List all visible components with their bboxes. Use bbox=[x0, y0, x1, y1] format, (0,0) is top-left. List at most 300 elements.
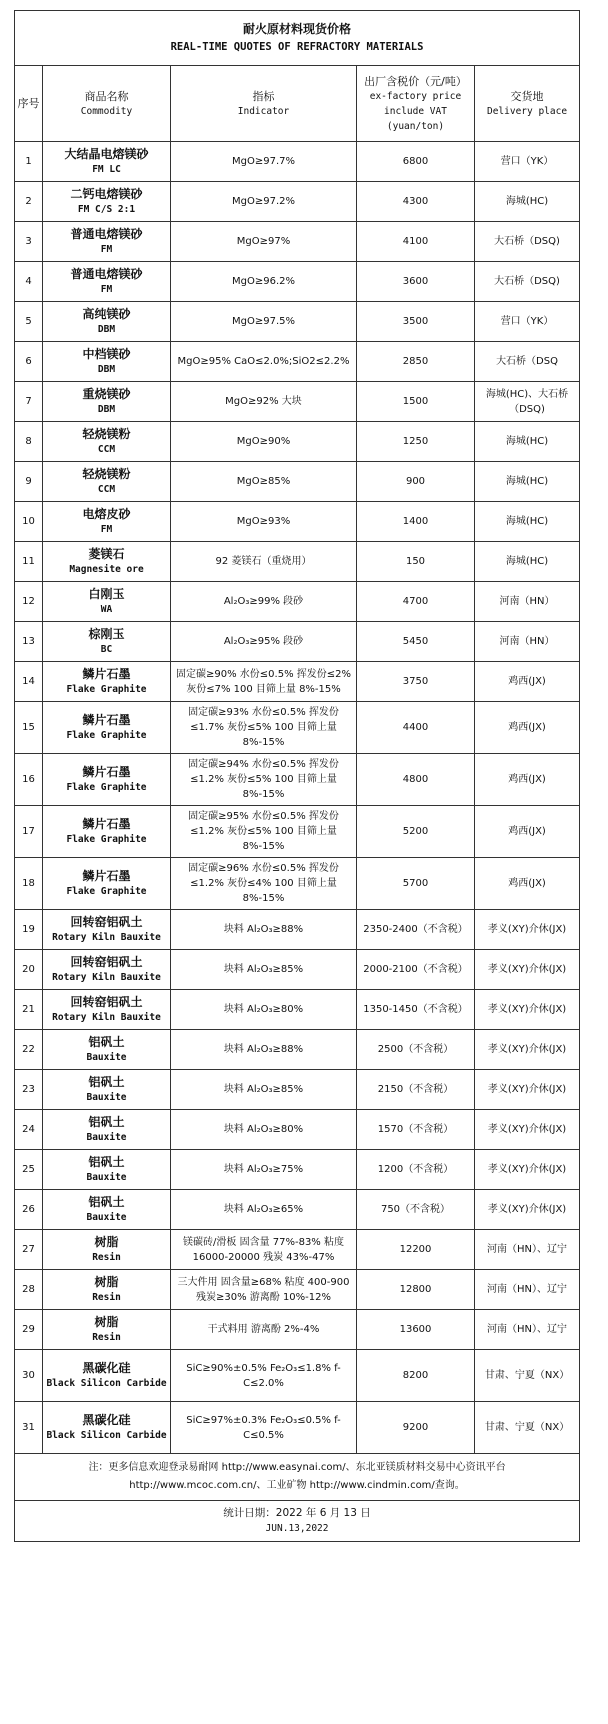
indicator-cell bbox=[171, 702, 357, 754]
indicator-cell bbox=[171, 1110, 357, 1150]
indicator-text: Al₂O₃≥95% 段砂 bbox=[223, 636, 304, 647]
row-number-label: 2 bbox=[25, 196, 32, 207]
price-value: 12200 bbox=[399, 1244, 432, 1255]
commodity-name-en: Resin bbox=[92, 1291, 121, 1303]
commodity-cell bbox=[43, 382, 171, 422]
commodity-cell bbox=[43, 1150, 171, 1190]
indicator-text: 三大件用 固含量≥68% 粘度 400-900 残炭≥30% 游离酚 10%-12% bbox=[177, 1276, 350, 1303]
indicator-text: 块料 Al₂O₃≥85% bbox=[223, 964, 304, 975]
table-row bbox=[15, 1230, 580, 1270]
header-price-zh: 出厂含税价（元/吨） bbox=[364, 74, 467, 88]
delivery-place-text: 孝义(XY)介休(JX) bbox=[487, 924, 567, 935]
commodity-name-en: WA bbox=[100, 603, 113, 615]
price-value: 1570（不含税） bbox=[377, 1124, 454, 1135]
delivery-place-cell bbox=[475, 950, 580, 990]
indicator-text: 块料 Al₂O₃≥80% bbox=[223, 1124, 304, 1135]
indicator-cell bbox=[171, 422, 357, 462]
table-row bbox=[15, 1270, 580, 1310]
indicator-text: 固定碳≥95% 水份≤0.5% 挥发份≤1.2% 灰份≤5% 100 目筛上量 8%-15% bbox=[188, 811, 339, 852]
table-row bbox=[15, 990, 580, 1030]
delivery-place-cell bbox=[475, 582, 580, 622]
commodity-cell bbox=[43, 1110, 171, 1150]
commodity-name-en: Bauxite bbox=[86, 1091, 127, 1103]
commodity-name-zh: 鳞片石墨 bbox=[82, 712, 131, 727]
commodity-cell bbox=[43, 1190, 171, 1230]
indicator-text: MgO≥92% 大块 bbox=[225, 396, 302, 407]
delivery-place-cell bbox=[475, 222, 580, 262]
row-number bbox=[15, 462, 43, 502]
row-number-label: 29 bbox=[22, 1324, 35, 1335]
row-number-label: 1 bbox=[25, 156, 32, 167]
commodity-name-zh: 树脂 bbox=[94, 1314, 119, 1329]
table-row bbox=[15, 1110, 580, 1150]
row-number-label: 5 bbox=[25, 316, 32, 327]
table-row bbox=[15, 1150, 580, 1190]
price-value: 13600 bbox=[399, 1324, 432, 1335]
commodity-cell bbox=[43, 462, 171, 502]
row-number-label: 30 bbox=[22, 1370, 35, 1381]
row-number-label: 18 bbox=[22, 878, 35, 889]
row-number-label: 10 bbox=[22, 516, 35, 527]
delivery-place-cell bbox=[475, 1402, 580, 1454]
indicator-text: MgO≥95% CaO≤2.0%;SiO2≤2.2% bbox=[177, 356, 350, 367]
row-number bbox=[15, 622, 43, 662]
price-cell bbox=[357, 382, 475, 422]
delivery-place-text: 孝义(XY)介休(JX) bbox=[487, 1044, 567, 1055]
table-row bbox=[15, 1310, 580, 1350]
date-en: JUN.13,2022 bbox=[265, 1523, 329, 1534]
indicator-text: 92 菱镁石（重烧用） bbox=[215, 556, 312, 567]
row-number bbox=[15, 990, 43, 1030]
commodity-name-zh: 棕刚玉 bbox=[88, 626, 125, 641]
price-cell bbox=[357, 990, 475, 1030]
commodity-name-en: FM bbox=[100, 523, 113, 535]
delivery-place-text: 孝义(XY)介休(JX) bbox=[487, 1204, 567, 1215]
table-row bbox=[15, 142, 580, 182]
price-cell bbox=[357, 950, 475, 990]
row-number-label: 24 bbox=[22, 1124, 35, 1135]
header-place-en: Delivery place bbox=[486, 105, 568, 117]
price-cell bbox=[357, 1190, 475, 1230]
delivery-place-text: 海城(HC) bbox=[505, 476, 549, 487]
header-price-en3: (yuan/ton) bbox=[386, 120, 445, 132]
price-cell bbox=[357, 1270, 475, 1310]
delivery-place-cell bbox=[475, 422, 580, 462]
delivery-place-cell bbox=[475, 622, 580, 662]
commodity-cell bbox=[43, 622, 171, 662]
commodity-name-zh: 白刚玉 bbox=[88, 586, 125, 601]
price-cell bbox=[357, 662, 475, 702]
price-value: 4400 bbox=[402, 722, 429, 733]
commodity-name-zh: 铝矾土 bbox=[88, 1074, 125, 1089]
price-value: 2000-2100（不含税） bbox=[363, 964, 468, 975]
price-value: 4800 bbox=[402, 774, 429, 785]
indicator-cell bbox=[171, 1310, 357, 1350]
price-cell bbox=[357, 1150, 475, 1190]
indicator-text: 固定碳≥93% 水份≤0.5% 挥发份≤1.7% 灰份≤5% 100 目筛上量 8%-15% bbox=[188, 707, 339, 748]
commodity-name-zh: 菱镁石 bbox=[88, 546, 125, 561]
header-commodity-zh: 商品名称 bbox=[84, 89, 129, 103]
delivery-place-text: 河南（HN）、辽宁 bbox=[487, 1324, 568, 1335]
table-row bbox=[15, 702, 580, 754]
price-cell bbox=[357, 754, 475, 806]
row-number bbox=[15, 1310, 43, 1350]
indicator-cell bbox=[171, 542, 357, 582]
date-cell bbox=[15, 1501, 580, 1542]
delivery-place-cell bbox=[475, 382, 580, 422]
price-cell bbox=[357, 302, 475, 342]
row-number-label: 23 bbox=[22, 1084, 35, 1095]
delivery-place-cell bbox=[475, 342, 580, 382]
table-row bbox=[15, 382, 580, 422]
table-row bbox=[15, 622, 580, 662]
price-value: 2150（不含税） bbox=[377, 1084, 454, 1095]
price-cell bbox=[357, 462, 475, 502]
price-value: 1250 bbox=[402, 436, 429, 447]
commodity-name-zh: 树脂 bbox=[94, 1274, 119, 1289]
table-row bbox=[15, 1030, 580, 1070]
note-row bbox=[15, 1454, 580, 1501]
table-row bbox=[15, 462, 580, 502]
commodity-cell bbox=[43, 1350, 171, 1402]
price-value: 1350-1450（不含税） bbox=[363, 1004, 468, 1015]
delivery-place-text: 大石桥（DSQ) bbox=[494, 276, 560, 287]
price-value: 2850 bbox=[402, 356, 429, 367]
indicator-text: 块料 Al₂O₃≥85% bbox=[223, 1084, 304, 1095]
row-number bbox=[15, 582, 43, 622]
delivery-place-cell bbox=[475, 1230, 580, 1270]
commodity-cell bbox=[43, 502, 171, 542]
commodity-cell bbox=[43, 1230, 171, 1270]
indicator-text: 块料 Al₂O₃≥80% bbox=[223, 1004, 304, 1015]
delivery-place-text: 甘肃、宁夏（NX） bbox=[484, 1422, 570, 1433]
delivery-place-cell bbox=[475, 910, 580, 950]
row-number bbox=[15, 1150, 43, 1190]
row-number-label: 12 bbox=[22, 596, 35, 607]
note-cell bbox=[15, 1454, 580, 1501]
row-number-label: 7 bbox=[25, 396, 32, 407]
commodity-name-zh: 回转窑铝矾土 bbox=[70, 994, 143, 1009]
row-number bbox=[15, 910, 43, 950]
price-cell bbox=[357, 222, 475, 262]
commodity-name-en: Bauxite bbox=[86, 1051, 127, 1063]
table-row bbox=[15, 910, 580, 950]
commodity-name-en: Flake Graphite bbox=[66, 729, 147, 741]
commodity-name-zh: 电熔皮砂 bbox=[82, 506, 131, 521]
delivery-place-text: 鸡西(JX) bbox=[508, 722, 546, 733]
delivery-place-cell bbox=[475, 262, 580, 302]
indicator-text: 固定碳≥96% 水份≤0.5% 挥发份≤1.2% 灰份≤4% 100 目筛上量 8%-15% bbox=[188, 863, 339, 904]
indicator-cell bbox=[171, 662, 357, 702]
price-value: 2500（不含税） bbox=[377, 1044, 454, 1055]
row-number-label: 3 bbox=[25, 236, 32, 247]
delivery-place-cell bbox=[475, 1030, 580, 1070]
row-number-label: 9 bbox=[25, 476, 32, 487]
commodity-name-en: Black Silicon Carbide bbox=[46, 1429, 167, 1441]
delivery-place-text: 孝义(XY)介休(JX) bbox=[487, 1124, 567, 1135]
delivery-place-text: 孝义(XY)介休(JX) bbox=[487, 1084, 567, 1095]
table-row bbox=[15, 1350, 580, 1402]
commodity-name-en: Flake Graphite bbox=[66, 683, 147, 695]
commodity-name-en: Flake Graphite bbox=[66, 885, 147, 897]
commodity-name-zh: 中档镁砂 bbox=[82, 346, 131, 361]
delivery-place-cell bbox=[475, 1190, 580, 1230]
header-commodity bbox=[43, 66, 171, 142]
indicator-text: MgO≥97.2% bbox=[232, 196, 295, 207]
row-number-label: 6 bbox=[25, 356, 32, 367]
price-value: 4100 bbox=[402, 236, 429, 247]
price-table-container bbox=[14, 10, 579, 1542]
table-row bbox=[15, 1402, 580, 1454]
row-number-label: 20 bbox=[22, 964, 35, 975]
commodity-name-zh: 二钙电熔镁砂 bbox=[70, 186, 143, 201]
price-cell bbox=[357, 342, 475, 382]
row-number bbox=[15, 302, 43, 342]
commodity-cell bbox=[43, 422, 171, 462]
price-value: 1400 bbox=[402, 516, 429, 527]
commodity-name-en: Resin bbox=[92, 1331, 121, 1343]
indicator-cell bbox=[171, 1070, 357, 1110]
header-indicator-en: Indicator bbox=[237, 105, 290, 117]
price-value: 6800 bbox=[402, 156, 429, 167]
commodity-cell bbox=[43, 702, 171, 754]
price-cell bbox=[357, 142, 475, 182]
indicator-text: SiC≥90%±0.5% Fe₂O₃≤1.8% f-C≤2.0% bbox=[186, 1362, 341, 1389]
table-row bbox=[15, 806, 580, 858]
row-number-label: 8 bbox=[25, 436, 32, 447]
price-value: 12800 bbox=[399, 1284, 432, 1295]
indicator-text: Al₂O₃≥99% 段砂 bbox=[223, 596, 304, 607]
commodity-name-en: CCM bbox=[97, 443, 116, 455]
row-number bbox=[15, 1030, 43, 1070]
commodity-cell bbox=[43, 582, 171, 622]
delivery-place-cell bbox=[475, 806, 580, 858]
indicator-text: MgO≥93% bbox=[236, 516, 291, 527]
row-number-label: 31 bbox=[22, 1422, 35, 1433]
row-number-label: 17 bbox=[22, 826, 35, 837]
indicator-text: MgO≥96.2% bbox=[232, 276, 295, 287]
delivery-place-cell bbox=[475, 1310, 580, 1350]
table-row bbox=[15, 1070, 580, 1110]
table-row bbox=[15, 754, 580, 806]
price-value: 5700 bbox=[402, 878, 429, 889]
table-row bbox=[15, 662, 580, 702]
date-zh: 统计日期：2022 年 6 月 13 日 bbox=[223, 1507, 371, 1519]
indicator-cell bbox=[171, 754, 357, 806]
row-number bbox=[15, 182, 43, 222]
commodity-name-zh: 回转窑铝矾土 bbox=[70, 954, 143, 969]
indicator-cell bbox=[171, 990, 357, 1030]
indicator-text: 固定碳≥90% 水份≤0.5% 挥发份≤2% 灰份≤7% 100 目筛上量 8%-15% bbox=[176, 668, 351, 695]
row-number bbox=[15, 262, 43, 302]
indicator-cell bbox=[171, 1350, 357, 1402]
price-value: 900 bbox=[405, 476, 426, 487]
row-number-label: 26 bbox=[22, 1204, 35, 1215]
price-value: 3600 bbox=[402, 276, 429, 287]
price-value: 9200 bbox=[402, 1422, 429, 1433]
commodity-cell bbox=[43, 910, 171, 950]
price-cell bbox=[357, 1230, 475, 1270]
price-value: 8200 bbox=[402, 1370, 429, 1381]
price-value: 150 bbox=[405, 556, 426, 567]
commodity-cell bbox=[43, 262, 171, 302]
row-number bbox=[15, 542, 43, 582]
indicator-text: 块料 Al₂O₃≥65% bbox=[223, 1204, 304, 1215]
commodity-cell bbox=[43, 1310, 171, 1350]
delivery-place-text: 孝义(XY)介休(JX) bbox=[487, 1004, 567, 1015]
row-number bbox=[15, 858, 43, 910]
price-cell bbox=[357, 858, 475, 910]
header-no-label: 序号 bbox=[17, 97, 40, 110]
commodity-cell bbox=[43, 302, 171, 342]
delivery-place-cell bbox=[475, 302, 580, 342]
price-cell bbox=[357, 622, 475, 662]
indicator-cell bbox=[171, 858, 357, 910]
indicator-text: 固定碳≥94% 水份≤0.5% 挥发份≤1.2% 灰份≤5% 100 目筛上量 8%-15% bbox=[188, 759, 339, 800]
note-line-2: http://www.mcoc.com.cn/、工业矿物 http://www.cindmin.com/查询。 bbox=[129, 1480, 465, 1491]
commodity-name-zh: 普通电熔镁砂 bbox=[70, 226, 143, 241]
table-header-row bbox=[15, 66, 580, 142]
indicator-text: MgO≥90% bbox=[236, 436, 291, 447]
delivery-place-text: 孝义(XY)介休(JX) bbox=[487, 964, 567, 975]
indicator-cell bbox=[171, 342, 357, 382]
indicator-cell bbox=[171, 1402, 357, 1454]
row-number bbox=[15, 382, 43, 422]
row-number bbox=[15, 1350, 43, 1402]
indicator-text: 块料 Al₂O₃≥88% bbox=[223, 1044, 304, 1055]
indicator-cell bbox=[171, 622, 357, 662]
commodity-name-zh: 普通电熔镁砂 bbox=[70, 266, 143, 281]
indicator-cell bbox=[171, 142, 357, 182]
commodity-name-en: Rotary Kiln Bauxite bbox=[52, 1011, 161, 1023]
row-number bbox=[15, 1270, 43, 1310]
indicator-text: SiC≥97%±0.3% Fe₂O₃≤0.5% f-C≤0.5% bbox=[186, 1414, 341, 1441]
delivery-place-cell bbox=[475, 542, 580, 582]
table-row bbox=[15, 950, 580, 990]
price-cell bbox=[357, 1350, 475, 1402]
delivery-place-text: 河南（HN） bbox=[499, 636, 555, 647]
price-cell bbox=[357, 582, 475, 622]
commodity-name-en: Rotary Kiln Bauxite bbox=[52, 971, 161, 983]
indicator-cell bbox=[171, 262, 357, 302]
commodity-name-zh: 轻烧镁粉 bbox=[82, 426, 131, 441]
delivery-place-cell bbox=[475, 990, 580, 1030]
price-value: 3750 bbox=[402, 676, 429, 687]
commodity-name-en: Bauxite bbox=[86, 1131, 127, 1143]
price-cell bbox=[357, 1070, 475, 1110]
table-row bbox=[15, 502, 580, 542]
header-price-en2: include VAT bbox=[384, 105, 447, 117]
table-title-row bbox=[15, 11, 580, 66]
price-cell bbox=[357, 542, 475, 582]
price-cell bbox=[357, 1310, 475, 1350]
price-cell bbox=[357, 1030, 475, 1070]
indicator-cell bbox=[171, 182, 357, 222]
delivery-place-text: 甘肃、宁夏（NX） bbox=[484, 1370, 570, 1381]
date-row bbox=[15, 1501, 580, 1542]
row-number bbox=[15, 1070, 43, 1110]
delivery-place-text: 海城(HC) bbox=[505, 516, 549, 527]
row-number-label: 22 bbox=[22, 1044, 35, 1055]
row-number bbox=[15, 950, 43, 990]
delivery-place-cell bbox=[475, 1070, 580, 1110]
table-row bbox=[15, 542, 580, 582]
price-cell bbox=[357, 502, 475, 542]
row-number-label: 16 bbox=[22, 774, 35, 785]
delivery-place-text: 鸡西(JX) bbox=[508, 774, 546, 785]
row-number bbox=[15, 702, 43, 754]
commodity-cell bbox=[43, 754, 171, 806]
table-row bbox=[15, 222, 580, 262]
commodity-name-zh: 回转窑铝矾土 bbox=[70, 914, 143, 929]
commodity-name-en: CCM bbox=[97, 483, 116, 495]
title-en: REAL-TIME QUOTES OF REFRACTORY MATERIALS bbox=[170, 41, 424, 53]
commodity-cell bbox=[43, 1070, 171, 1110]
delivery-place-cell bbox=[475, 462, 580, 502]
row-number bbox=[15, 806, 43, 858]
delivery-place-cell bbox=[475, 662, 580, 702]
indicator-text: 块料 Al₂O₃≥88% bbox=[223, 924, 304, 935]
commodity-name-en: Bauxite bbox=[86, 1211, 127, 1223]
row-number bbox=[15, 1190, 43, 1230]
commodity-name-zh: 重烧镁砂 bbox=[82, 386, 131, 401]
delivery-place-text: 大石桥（DSQ) bbox=[494, 236, 560, 247]
indicator-cell bbox=[171, 1230, 357, 1270]
header-price bbox=[357, 66, 475, 142]
commodity-cell bbox=[43, 950, 171, 990]
commodity-name-en: Flake Graphite bbox=[66, 781, 147, 793]
commodity-name-en: DBM bbox=[97, 363, 116, 375]
delivery-place-text: 营口（YK） bbox=[500, 156, 554, 167]
commodity-name-en: FM bbox=[100, 243, 113, 255]
price-cell bbox=[357, 182, 475, 222]
indicator-text: MgO≥97.7% bbox=[232, 156, 295, 167]
table-row bbox=[15, 858, 580, 910]
row-number bbox=[15, 222, 43, 262]
commodity-cell bbox=[43, 142, 171, 182]
price-cell bbox=[357, 1110, 475, 1150]
indicator-cell bbox=[171, 502, 357, 542]
row-number-label: 27 bbox=[22, 1244, 35, 1255]
delivery-place-text: 大石桥（DSQ bbox=[496, 356, 558, 367]
delivery-place-cell bbox=[475, 1150, 580, 1190]
delivery-place-text: 河南（HN） bbox=[499, 596, 555, 607]
row-number bbox=[15, 1230, 43, 1270]
price-value: 1500 bbox=[402, 396, 429, 407]
price-value: 1200（不含税） bbox=[377, 1164, 454, 1175]
table-row bbox=[15, 262, 580, 302]
delivery-place-text: 河南（HN）、辽宁 bbox=[487, 1244, 568, 1255]
price-cell bbox=[357, 910, 475, 950]
delivery-place-cell bbox=[475, 1110, 580, 1150]
indicator-text: 镁碳砖/滑板 固含量 77%-83% 粘度 16000-20000 残炭 43%-47% bbox=[183, 1236, 344, 1263]
delivery-place-text: 孝义(XY)介休(JX) bbox=[487, 1164, 567, 1175]
delivery-place-cell bbox=[475, 1350, 580, 1402]
delivery-place-text: 海城(HC) bbox=[505, 556, 549, 567]
delivery-place-cell bbox=[475, 1270, 580, 1310]
commodity-name-zh: 树脂 bbox=[94, 1234, 119, 1249]
row-number-label: 28 bbox=[22, 1284, 35, 1295]
delivery-place-text: 河南（HN）、辽宁 bbox=[487, 1284, 568, 1295]
row-number bbox=[15, 754, 43, 806]
commodity-cell bbox=[43, 542, 171, 582]
indicator-text: MgO≥85% bbox=[236, 476, 291, 487]
row-number-label: 19 bbox=[22, 924, 35, 935]
commodity-cell bbox=[43, 806, 171, 858]
commodity-name-zh: 铝矾土 bbox=[88, 1194, 125, 1209]
commodity-name-zh: 轻烧镁粉 bbox=[82, 466, 131, 481]
price-cell bbox=[357, 1402, 475, 1454]
